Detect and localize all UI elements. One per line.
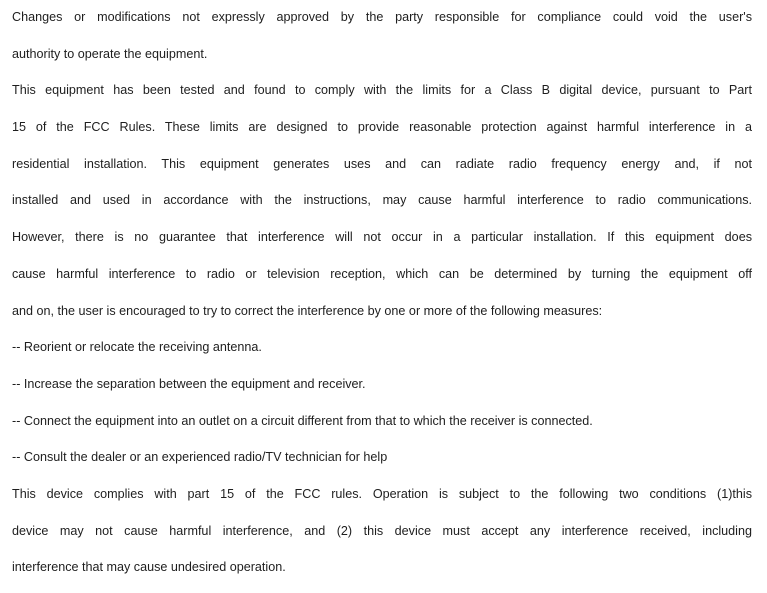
text-line-14: This device complies with part 15 of the FCC rules. Operation is subject to the following two conditions (1)this — [12, 486, 752, 501]
text-line-6: installed and used in accordance with the instructions, may cause harmful interference to radio communications. — [12, 193, 752, 208]
measure-item-4: -- Consult the dealer or an experienced radio/TV technician for help — [12, 450, 388, 465]
text-line-5: residential installation. This equipment generates uses and can radiate radio frequency energy and, if not — [12, 156, 752, 171]
text-line-16: interference that may cause undesired operation. — [12, 560, 286, 575]
measure-item-2: -- Increase the separation between the equipment and receiver. — [12, 376, 366, 391]
text-line-9: and on, the user is encouraged to try to correct the interference by one or more of the following measures: — [12, 303, 603, 318]
text-line-7: However, there is no guarantee that interference will not occur in a particular installation. If this equipment does — [12, 230, 752, 245]
text-line-4: 15 of the FCC Rules. These limits are designed to provide reasonable protection against harmful interference in a — [12, 120, 752, 135]
text-line-3: This equipment has been tested and found to comply with the limits for a Class B digital device, pursuant to Part — [12, 83, 752, 98]
text-line-15: device may not cause harmful interference, and (2) this device must accept any interference received, including — [12, 523, 752, 538]
text-line-2: authority to operate the equipment. — [12, 46, 208, 61]
measure-item-3: -- Connect the equipment into an outlet on a circuit different from that to which the receiver is connected. — [12, 413, 593, 428]
measure-item-1: -- Reorient or relocate the receiving antenna. — [12, 340, 262, 355]
text-line-1: Changes or modifications not expressly approved by the party responsible for compliance could void the user's — [12, 10, 752, 24]
text-line-8: cause harmful interference to radio or television reception, which can be determined by turning the equipment off — [12, 266, 752, 281]
